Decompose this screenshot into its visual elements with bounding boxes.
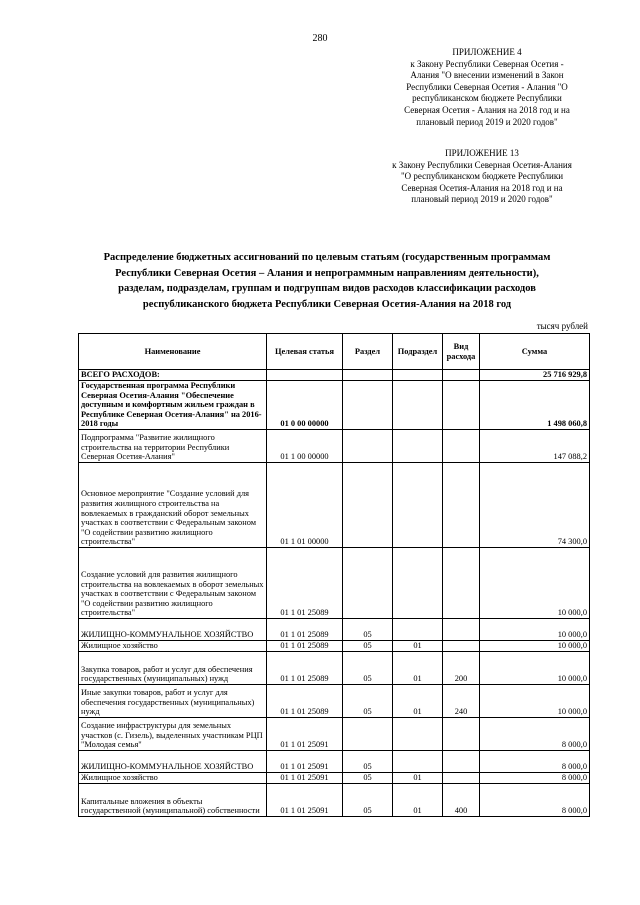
appendix-4-block [382, 47, 592, 128]
appendix-13-line: плановый период 2019 и 2020 годов" [411, 194, 553, 205]
row-section-cell [343, 429, 393, 462]
row-section-cell: 05 [343, 618, 393, 640]
row-name-cell: ВСЕГО РАСХОДОВ: [79, 370, 267, 381]
unit-label: тысяч рублей [536, 321, 588, 331]
table-row [79, 684, 590, 717]
row-section-cell: 05 [343, 750, 393, 772]
row-section-cell [343, 462, 393, 547]
row-section-cell: 05 [343, 651, 393, 684]
appendix-4-line: республиканском бюджете Республики [412, 93, 562, 104]
row-subsection-cell [393, 717, 443, 750]
table-header-row [79, 334, 590, 370]
row-amount-cell: 74 300,0 [480, 462, 590, 547]
header-amount: Сумма [480, 334, 590, 370]
appendix-4-line: Северная Осетия - Алания на 2018 год и на [404, 104, 570, 115]
row-subsection-cell [393, 547, 443, 618]
appendix-4-line: Алания "О внесении изменений в Закон [410, 70, 564, 81]
row-section-cell [343, 547, 393, 618]
row-amount-cell: 10 000,0 [480, 651, 590, 684]
row-expense-type-cell [443, 462, 480, 547]
row-target-cell: 01 1 01 25089 [267, 547, 343, 618]
appendix-4-line: плановый период 2019 и 2020 годов" [416, 116, 558, 127]
row-section-cell: 05 [343, 684, 393, 717]
row-expense-type-cell [443, 618, 480, 640]
row-expense-type-cell [443, 750, 480, 772]
row-target-cell: 01 1 00 00000 [267, 429, 343, 462]
row-subsection-cell [393, 618, 443, 640]
page-number: 280 [312, 33, 328, 44]
row-subsection-cell: 01 [393, 772, 443, 783]
appendix-4-line: к Закону Республики Северная Осетия - [410, 58, 564, 69]
title-line: Распределение бюджетных ассигнований по целевым статьям (государственным программам [103, 252, 551, 263]
appendix-13-heading: ПРИЛОЖЕНИЕ 13 [445, 148, 519, 158]
title-line: Республики Северная Осетия – Алания и непрограммным направлениям деятельности), [115, 267, 539, 279]
row-name-cell: Государственная программа Республики Северная Осетия-Алания "Обеспечение доступным и комфортным жильем граждан в Республике Северная Осетия-Алания" на 2016-2018 годы [79, 381, 267, 430]
row-amount-cell: 10 000,0 [480, 547, 590, 618]
row-subsection-cell: 01 [393, 651, 443, 684]
row-subsection-cell [393, 462, 443, 547]
table-row [79, 462, 590, 547]
row-target-cell: 01 1 01 00000 [267, 462, 343, 547]
budget-table [78, 333, 590, 817]
row-subsection-cell [393, 381, 443, 430]
header-expense-type: Вид расхода [443, 334, 480, 370]
row-target-cell [267, 370, 343, 381]
row-section-cell: 05 [343, 772, 393, 783]
row-amount-cell: 1 498 060,8 [480, 381, 590, 430]
row-expense-type-cell: 200 [443, 651, 480, 684]
row-section-cell: 05 [343, 783, 393, 816]
row-name-cell: Основное мероприятие "Создание условий для развития жилищного строительства на вовлекаемых в гражданский оборот земельных участках в соответствии с Федеральным законом "О содействии развитию жилищного строительства" [79, 462, 267, 547]
appendix-13-block [372, 148, 592, 206]
row-amount-cell: 25 716 929,8 [480, 370, 590, 381]
row-subsection-cell [393, 750, 443, 772]
row-subsection-cell: 01 [393, 684, 443, 717]
row-name-cell: Создание инфраструктуры для земельных участков (с. Гизель), выделенных участникам РЦП "Молодая семья" [79, 717, 267, 750]
title-line: республиканского бюджета Республики Северная Осетия-Алания на 2018 год [142, 298, 512, 310]
row-subsection-cell: 01 [393, 783, 443, 816]
row-expense-type-cell [443, 547, 480, 618]
row-amount-cell: 10 000,0 [480, 618, 590, 640]
row-name-cell: Жилищное хозяйство [79, 640, 267, 651]
row-expense-type-cell [443, 429, 480, 462]
row-name-cell: Капитальные вложения в объекты государственной (муниципальной) собственности [79, 783, 267, 816]
row-expense-type-cell [443, 717, 480, 750]
table-row [79, 370, 590, 381]
row-target-cell: 01 1 01 25089 [267, 684, 343, 717]
row-amount-cell: 8 000,0 [480, 783, 590, 816]
row-amount-cell: 8 000,0 [480, 772, 590, 783]
table-row [79, 640, 590, 651]
row-name-cell: Жилищное хозяйство [79, 772, 267, 783]
table-row [79, 717, 590, 750]
row-subsection-cell [393, 370, 443, 381]
row-amount-cell: 10 000,0 [480, 684, 590, 717]
table-body [79, 370, 590, 817]
row-expense-type-cell: 400 [443, 783, 480, 816]
row-name-cell: Иные закупки товаров, работ и услуг для обеспечения государственных (муниципальных) нужд [79, 684, 267, 717]
title-line: разделам, подразделам, группам и подгруппам видов расходов классификации расходов [118, 283, 536, 294]
table-row [79, 547, 590, 618]
row-target-cell: 01 1 01 25091 [267, 772, 343, 783]
row-target-cell: 01 1 01 25089 [267, 651, 343, 684]
row-section-cell: 05 [343, 640, 393, 651]
row-section-cell [343, 717, 393, 750]
row-target-cell: 01 1 01 25091 [267, 717, 343, 750]
row-amount-cell: 8 000,0 [480, 717, 590, 750]
row-expense-type-cell [443, 772, 480, 783]
header-target: Целевая статья [267, 334, 343, 370]
row-expense-type-cell: 240 [443, 684, 480, 717]
row-section-cell [343, 370, 393, 381]
header-section: Раздел [343, 334, 393, 370]
row-subsection-cell [393, 429, 443, 462]
row-name-cell: Подпрограмма "Развитие жилищного строительства на территории Республики Северная Осетия-Алания" [79, 429, 267, 462]
header-name: Наименование [79, 334, 267, 370]
row-name-cell: ЖИЛИЩНО-КОММУНАЛЬНОЕ ХОЗЯЙСТВО [79, 618, 267, 640]
row-amount-cell: 147 088,2 [480, 429, 590, 462]
table-row [79, 772, 590, 783]
table-row [79, 783, 590, 816]
appendix-4-line: Республики Северная Осетия - Алания "О [406, 81, 568, 92]
table-row [79, 750, 590, 772]
row-target-cell: 01 1 01 25091 [267, 783, 343, 816]
table-row [79, 381, 590, 430]
row-target-cell: 01 0 00 00000 [267, 381, 343, 430]
row-amount-cell: 10 000,0 [480, 640, 590, 651]
appendix-13-line: "О республиканском бюджете Республики [400, 171, 564, 182]
row-section-cell [343, 381, 393, 430]
document-title [62, 250, 592, 312]
row-target-cell: 01 1 01 25089 [267, 640, 343, 651]
row-target-cell: 01 1 01 25089 [267, 618, 343, 640]
table-row [79, 618, 590, 640]
row-expense-type-cell [443, 370, 480, 381]
appendix-13-line: Северная Осетия-Алания на 2018 год и на [401, 182, 563, 193]
row-name-cell: Закупка товаров, работ и услуг для обеспечения государственных (муниципальных) нужд [79, 651, 267, 684]
table-row [79, 429, 590, 462]
row-amount-cell: 8 000,0 [480, 750, 590, 772]
header-subsection: Подраздел [393, 334, 443, 370]
row-target-cell: 01 1 01 25091 [267, 750, 343, 772]
row-name-cell: Создание условий для развития жилищного строительства на вовлекаемых в оборот земельных участках в соответствии с Федеральным законом "О содействии развитию жилищного строительства" [79, 547, 267, 618]
row-expense-type-cell [443, 381, 480, 430]
row-subsection-cell: 01 [393, 640, 443, 651]
row-name-cell: ЖИЛИЩНО-КОММУНАЛЬНОЕ ХОЗЯЙСТВО [79, 750, 267, 772]
appendix-13-line: к Закону Республики Северная Осетия-Алания [392, 159, 572, 170]
appendix-4-heading: ПРИЛОЖЕНИЕ 4 [452, 47, 522, 57]
table-row [79, 651, 590, 684]
row-expense-type-cell [443, 640, 480, 651]
